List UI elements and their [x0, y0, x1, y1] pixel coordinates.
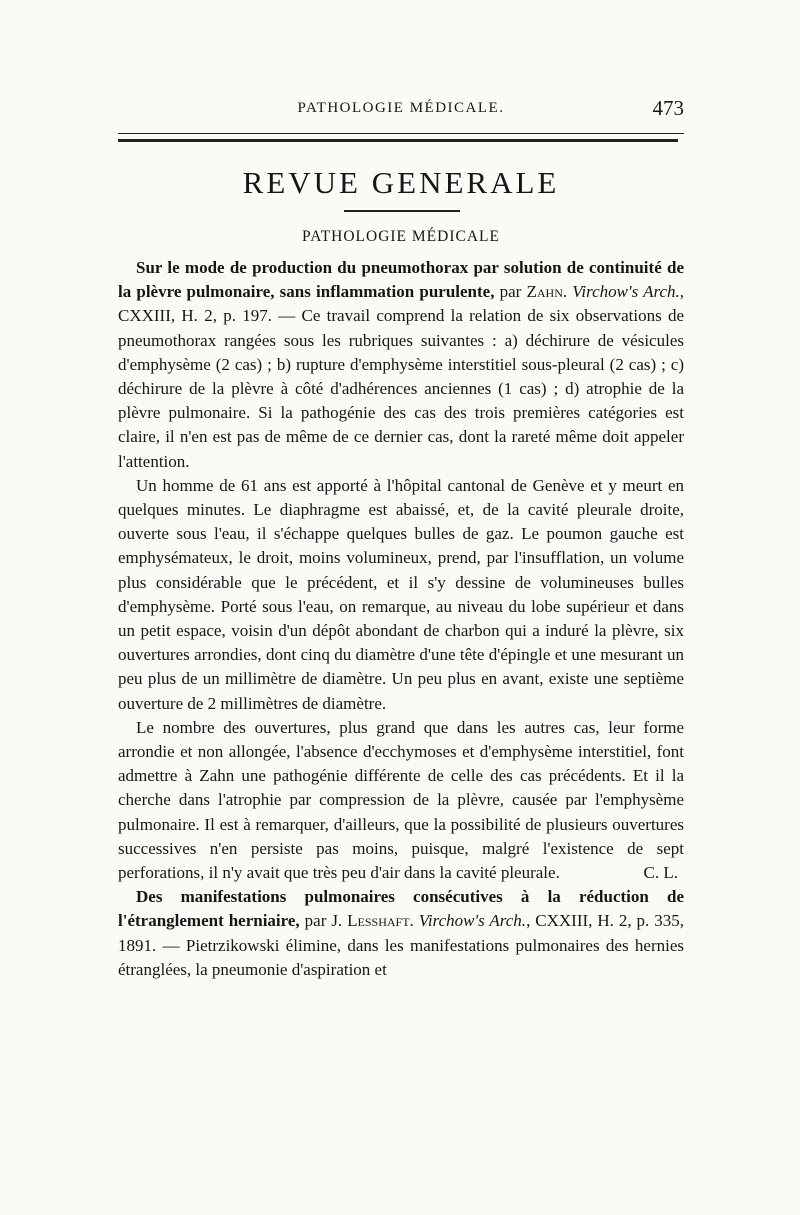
header-rule-thin: [118, 133, 684, 134]
article1-ref-sep: .: [562, 282, 573, 302]
article1-signature: C. L.: [643, 863, 678, 883]
article1-journal: Virchow's Arch.: [572, 282, 680, 302]
article1-title: Sur le mode de production du pneumothorax par solution de continuité de la plèvre pulmonaire, sans inflammation purulente,: [118, 258, 684, 302]
page-number: 473: [652, 96, 684, 120]
section-divider: [344, 210, 460, 212]
running-title: PATHOLOGIE MÉDICALE.: [297, 100, 505, 116]
article2-journal: Virchow's Arch.: [418, 911, 527, 931]
article2-ref-sep: .: [409, 911, 419, 931]
subsection-title: PATHOLOGIE MÉDICALE: [302, 228, 500, 245]
article1-author: Zahn: [526, 282, 563, 302]
article2-author: J. Lesshaft: [331, 911, 410, 931]
article1-paragraph-3-text: Le nombre des ouvertures, plus grand que dans les autres cas, leur forme arrondie et non allongée, l'absence d'ecchymoses et d'emphysème interstitiel, font admettre à Zahn une pathogénie différente de celle des cas précédents. Et il la cherche dans l'atrophie par compression de la plèvre, causée par l'emphysème pulmonaire. Il est à remarquer, d'ailleurs, que la possibilité de plusieurs ouvertures successives n'en persiste pas moins, puisque, malgré l'existence de sept perforations, il n'y avait que très peu d'air dans la cavité pleurale.: [118, 717, 684, 883]
article1-paragraph-3: [118, 716, 684, 885]
section-title: REVUE GENERALE: [242, 165, 560, 200]
running-head: [118, 96, 684, 126]
article1-citation: , CXXIII, H. 2, p. 197. — Ce travail comprend la relation de six observations de pneumothorax rangées sous les rubriques suivantes : a) déchirure de vésicules d'emphysème (2 cas) ; b) rupture d'emphysème interstitiel sous-pleural (2 cas) ; c) déchirure de la plèvre à côté d'adhérences anciennes (1 cas) ; d) atrophie de la plèvre pulmonaire. Si la pathogénie des cas des trois premières catégories est claire, il n'en est pas de même de ce dernier cas, dont la rareté même doit appeler l'attention.: [118, 282, 685, 471]
article1-paragraph-2: Un homme de 61 ans est apporté à l'hôpital cantonal de Genève et y meurt en quelques minutes. Le diaphragme est abaissé, et, de la cavité pleurale droite, ouverte sous l'eau, il s'échappe quelques bulles de gaz. Le poumon gauche est emphysémateux, le droit, moins volumineux, prend, par l'insufflation, un volume plus considérable que le précédent, et il s'y dessine de volumineuses bulles d'emphysème. Porté sous l'eau, on remarque, au niveau du lobe supérieur et dans un petit espace, voisin d'un dépôt abondant de charbon qui a induré la plèvre, six ouvertures arrondies, dont cinq du diamètre d'une tête d'épingle et une mesurant un peu plus de un millimètre de diamètre. Un peu plus en avant, existe une septième ouverture de 2 millimètres de diamètre.: [118, 475, 684, 713]
header-rule-thick: [118, 139, 678, 142]
article2-title: Des manifestations pulmonaires consécutives à la réduction de l'étranglement herniaire,: [118, 887, 684, 931]
article2-citation: , CXXIII, H. 2, p. 335, 1891. — Pietrzikowski élimine, dans les manifestations pulmonaires des hernies étranglées, la pneumonie d'aspiration et: [118, 911, 685, 979]
article-body: [118, 256, 684, 982]
article2-by: par: [299, 911, 332, 931]
article1-by: par: [494, 282, 527, 302]
article2-paragraph-1: [118, 885, 684, 982]
article1-paragraph-1: [118, 256, 684, 474]
